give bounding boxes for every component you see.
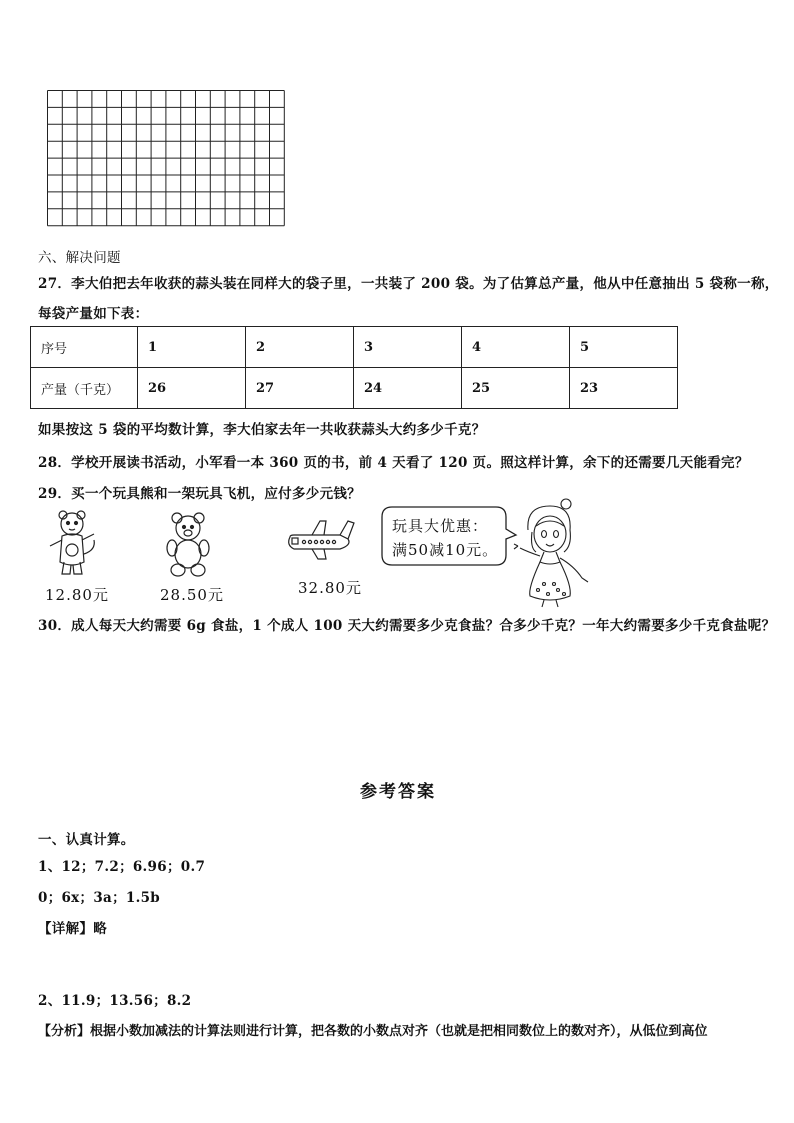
yield-table — [30, 326, 678, 409]
row-header-weight: 产量（千克） — [31, 368, 138, 409]
toy-tiger-icon — [44, 510, 104, 580]
serial-cell: 5 — [570, 327, 678, 368]
answer1-detail: 【详解】略 — [38, 921, 107, 937]
section-heading: 六、解决问题 — [38, 250, 121, 266]
price-airplane: 32.80元 — [298, 579, 362, 597]
answers-title: 参考答案 — [360, 782, 436, 802]
q28-text: 28．学校开展读书活动，小军看一本 360 页的书，前 4 天看了 120 页。照这样计算，余下的还需要几天能看完？ — [38, 455, 749, 471]
serial-cell: 1 — [138, 327, 246, 368]
grid-svg — [47, 90, 287, 228]
bubble-line2: 满50减10元。 — [392, 541, 499, 559]
answer1-line2: 0；6x；3a；1.5b — [38, 890, 161, 906]
table-row — [31, 368, 678, 409]
serial-cell: 3 — [354, 327, 462, 368]
answer1-line1: 1、12；7.2；6.96；0.7 — [38, 859, 206, 875]
q27-question: 如果按这 5 袋的平均数计算，李大伯家去年一共收获蒜头大约多少千克？ — [38, 422, 486, 438]
answer2-analysis: 【分析】根据小数加减法的计算法则进行计算，把各数的小数点对齐（也就是把相同数位上的数对齐），从低位到高位 — [38, 1024, 708, 1039]
weight-cell: 27 — [246, 368, 354, 409]
q27-line1: 27．李大伯把去年收获的蒜头装在同样大的袋子里，一共装了 200 袋。为了估算总产量，他从中任意抽出 5 袋称一称， — [38, 276, 779, 292]
square-grid — [47, 90, 287, 232]
girl-illustration-icon — [508, 496, 594, 608]
teddy-bear-icon — [160, 512, 216, 578]
table-row — [31, 327, 678, 368]
answer2-line1: 2、11.9；13.56；8.2 — [38, 993, 192, 1009]
price-tiger: 12.80元 — [45, 586, 109, 604]
row-header-serial: 序号 — [31, 327, 138, 368]
weight-cell: 25 — [462, 368, 570, 409]
weight-cell: 23 — [570, 368, 678, 409]
q27-line2: 每袋产量如下表： — [38, 306, 149, 322]
serial-cell: 4 — [462, 327, 570, 368]
weight-cell: 26 — [138, 368, 246, 409]
q29-text: 29．买一个玩具熊和一架玩具飞机，应付多少元钱？ — [38, 486, 361, 502]
bubble-line1: 玩具大优惠： — [392, 517, 489, 535]
weight-cell: 24 — [354, 368, 462, 409]
price-bear: 28.50元 — [160, 586, 224, 604]
q30-text: 30．成人每天大约需要 6g 食盐，1 个成人 100 天大约需要多少克食盐？合多少千克？一年大约需要多少千克食盐呢？ — [38, 618, 776, 634]
toy-airplane-icon — [282, 515, 356, 561]
serial-cell: 2 — [246, 327, 354, 368]
part1-heading: 一、认真计算。 — [38, 832, 135, 848]
